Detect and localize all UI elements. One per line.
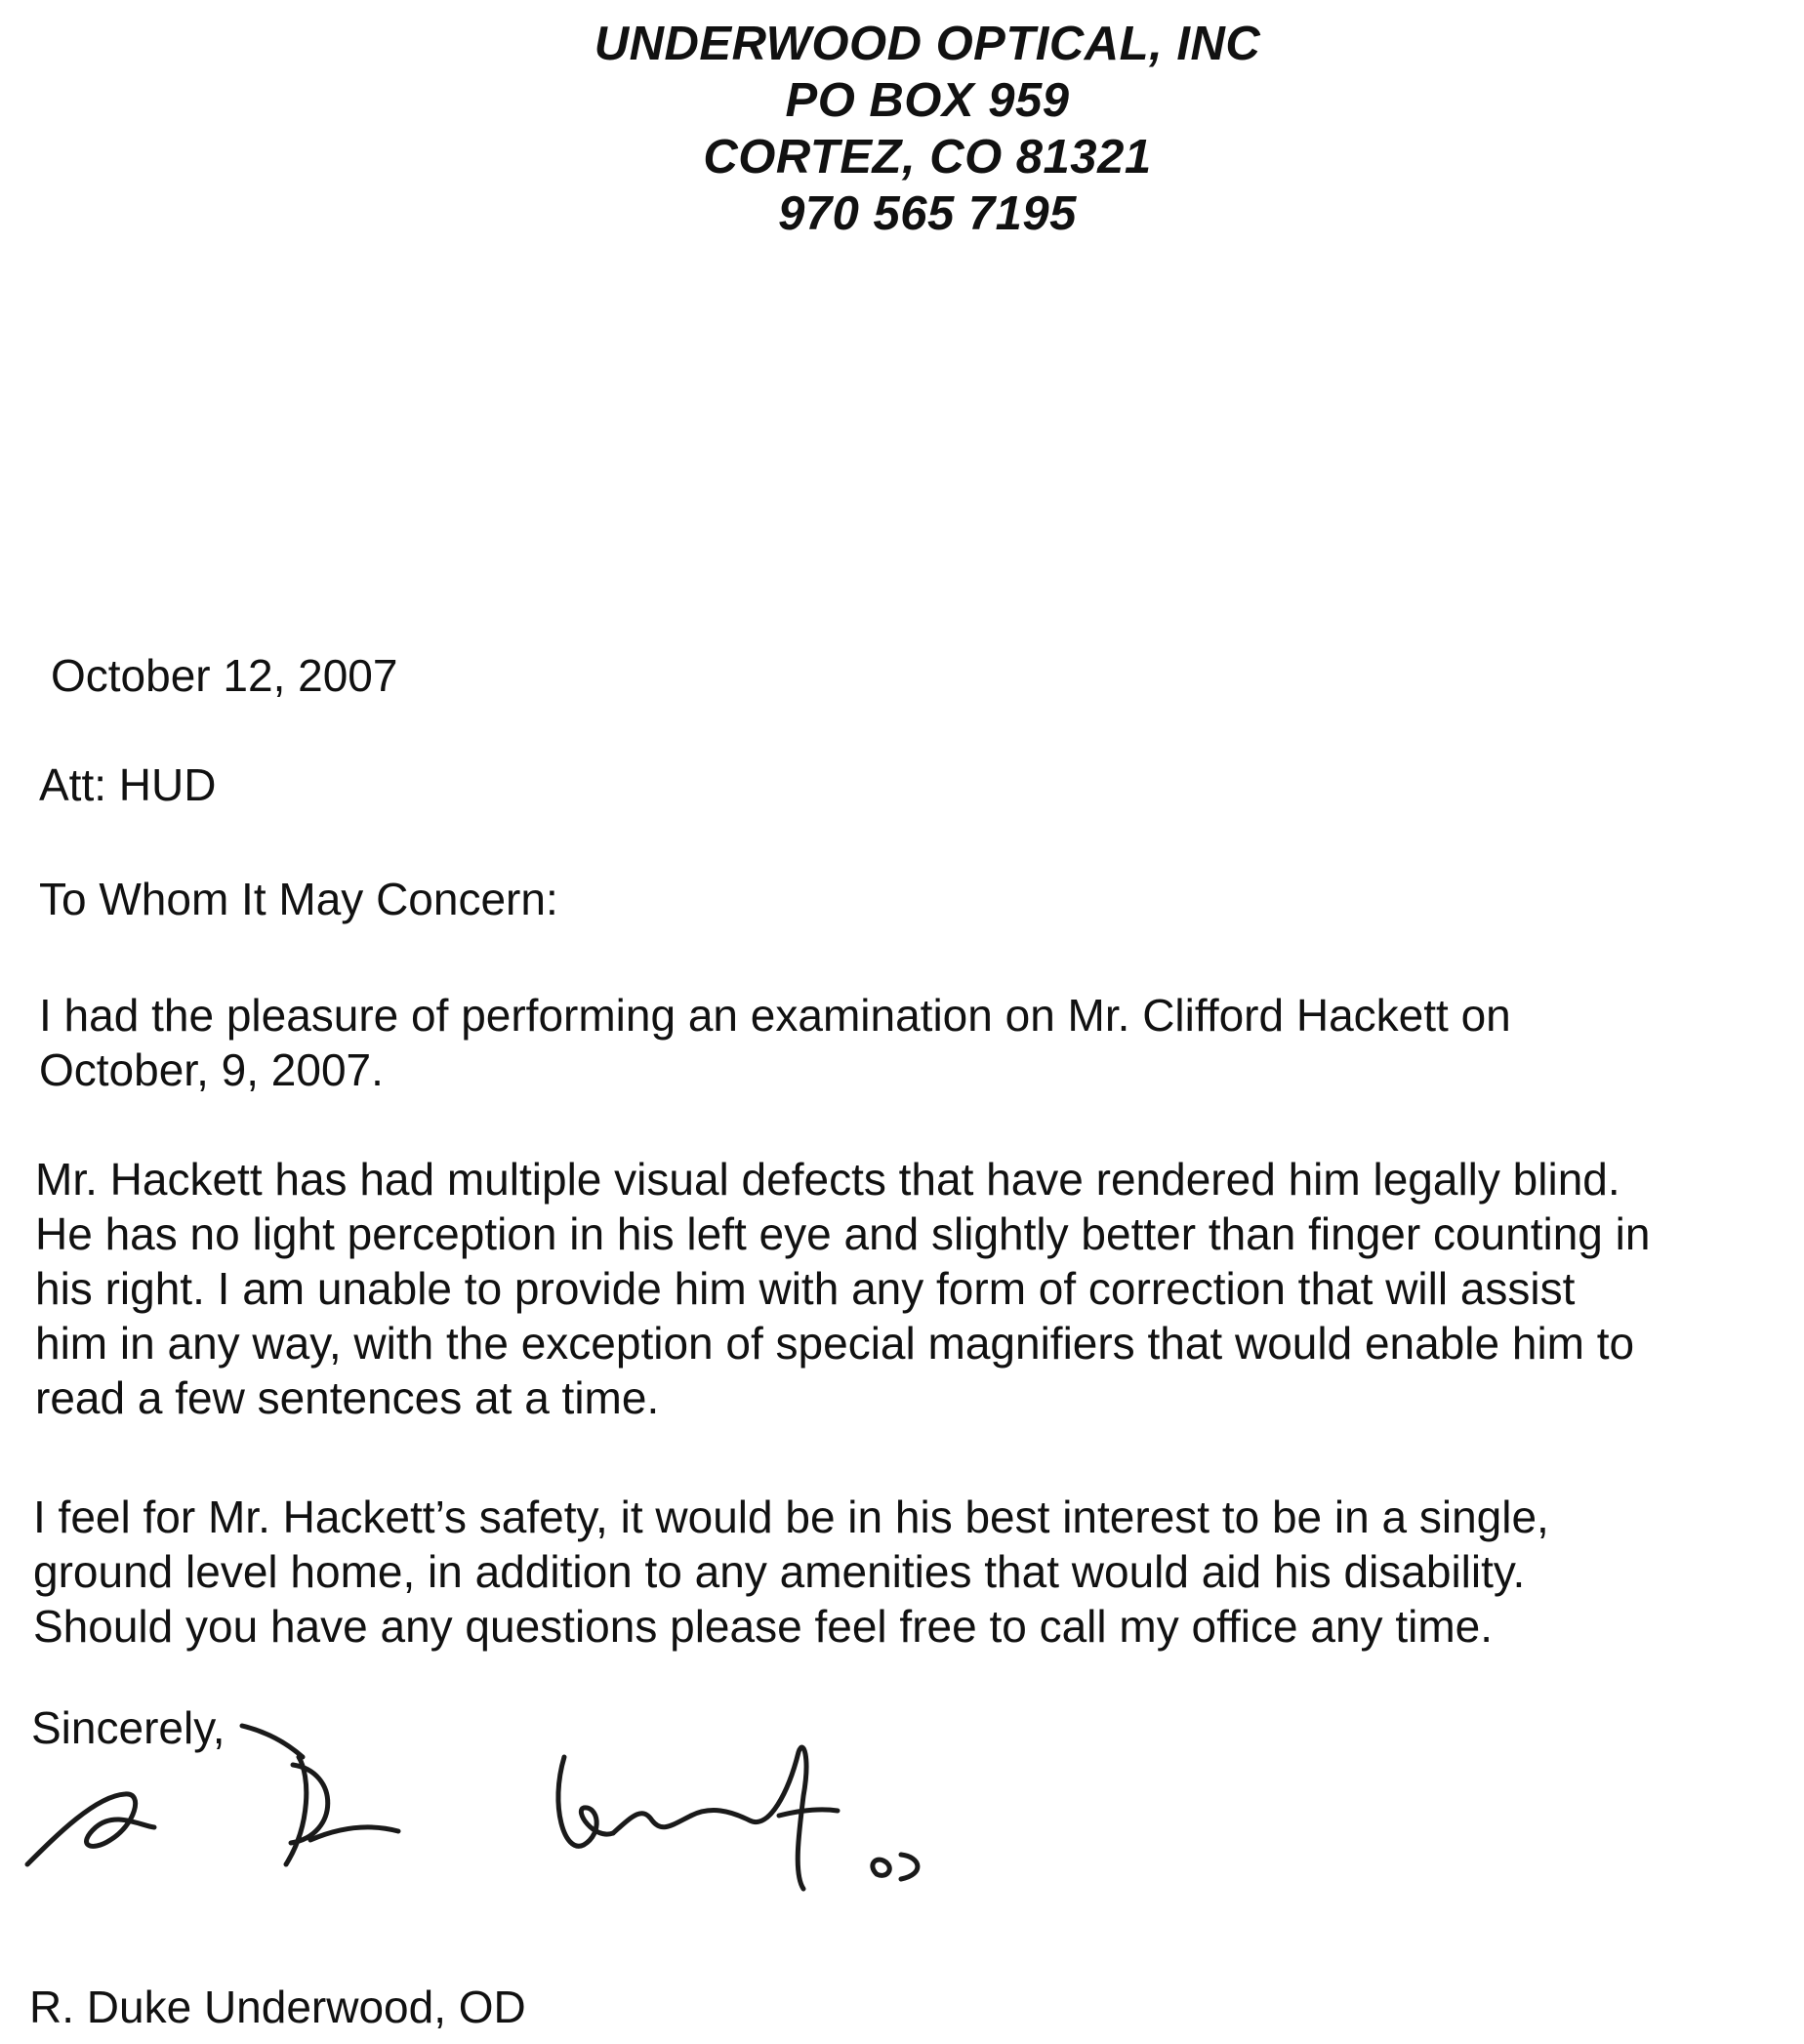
paragraph-line: October, 9, 2007. xyxy=(39,1044,384,1095)
handwritten-signature-icon xyxy=(18,1718,955,1913)
paragraph-line: his right. I am unable to provide him with any form of correction that will assist xyxy=(35,1263,1576,1314)
body-paragraph-1 xyxy=(39,988,1796,1097)
paragraph-line: Mr. Hackett has had multiple visual defects that have rendered him legally blind. xyxy=(35,1154,1620,1205)
company-name: UNDERWOOD OPTICAL, INC xyxy=(594,18,1261,70)
body-paragraph-2 xyxy=(35,1152,1792,1425)
signer-name: R. Duke Underwood, OD xyxy=(29,1982,526,2032)
salutation: To Whom It May Concern: xyxy=(39,874,558,924)
city-state-zip: CORTEZ, CO 81321 xyxy=(703,131,1152,184)
paragraph-line: him in any way, with the exception of special magnifiers that would enable him to xyxy=(35,1318,1635,1369)
letter-date: October 12, 2007 xyxy=(51,650,398,701)
po-box: PO BOX 959 xyxy=(785,74,1070,127)
paragraph-line: Should you have any questions please feel free to call my office any time. xyxy=(33,1601,1494,1652)
paragraph-line: ground level home, in addition to any amenities that would aid his disability. xyxy=(33,1546,1526,1597)
closing: Sincerely, xyxy=(31,1702,226,1753)
attention-line: Att: HUD xyxy=(39,759,217,810)
phone-number: 970 565 7195 xyxy=(778,187,1077,240)
letterhead xyxy=(0,16,1804,242)
paragraph-line: He has no light perception in his left eye and slightly better than finger counting in xyxy=(35,1208,1651,1259)
paragraph-line: read a few sentences at a time. xyxy=(35,1372,660,1423)
body-paragraph-3 xyxy=(33,1490,1790,1654)
paragraph-line: I had the pleasure of performing an examination on Mr. Clifford Hackett on xyxy=(39,990,1511,1041)
paragraph-line: I feel for Mr. Hackett’s safety, it would be in his best interest to be in a single, xyxy=(33,1492,1549,1542)
